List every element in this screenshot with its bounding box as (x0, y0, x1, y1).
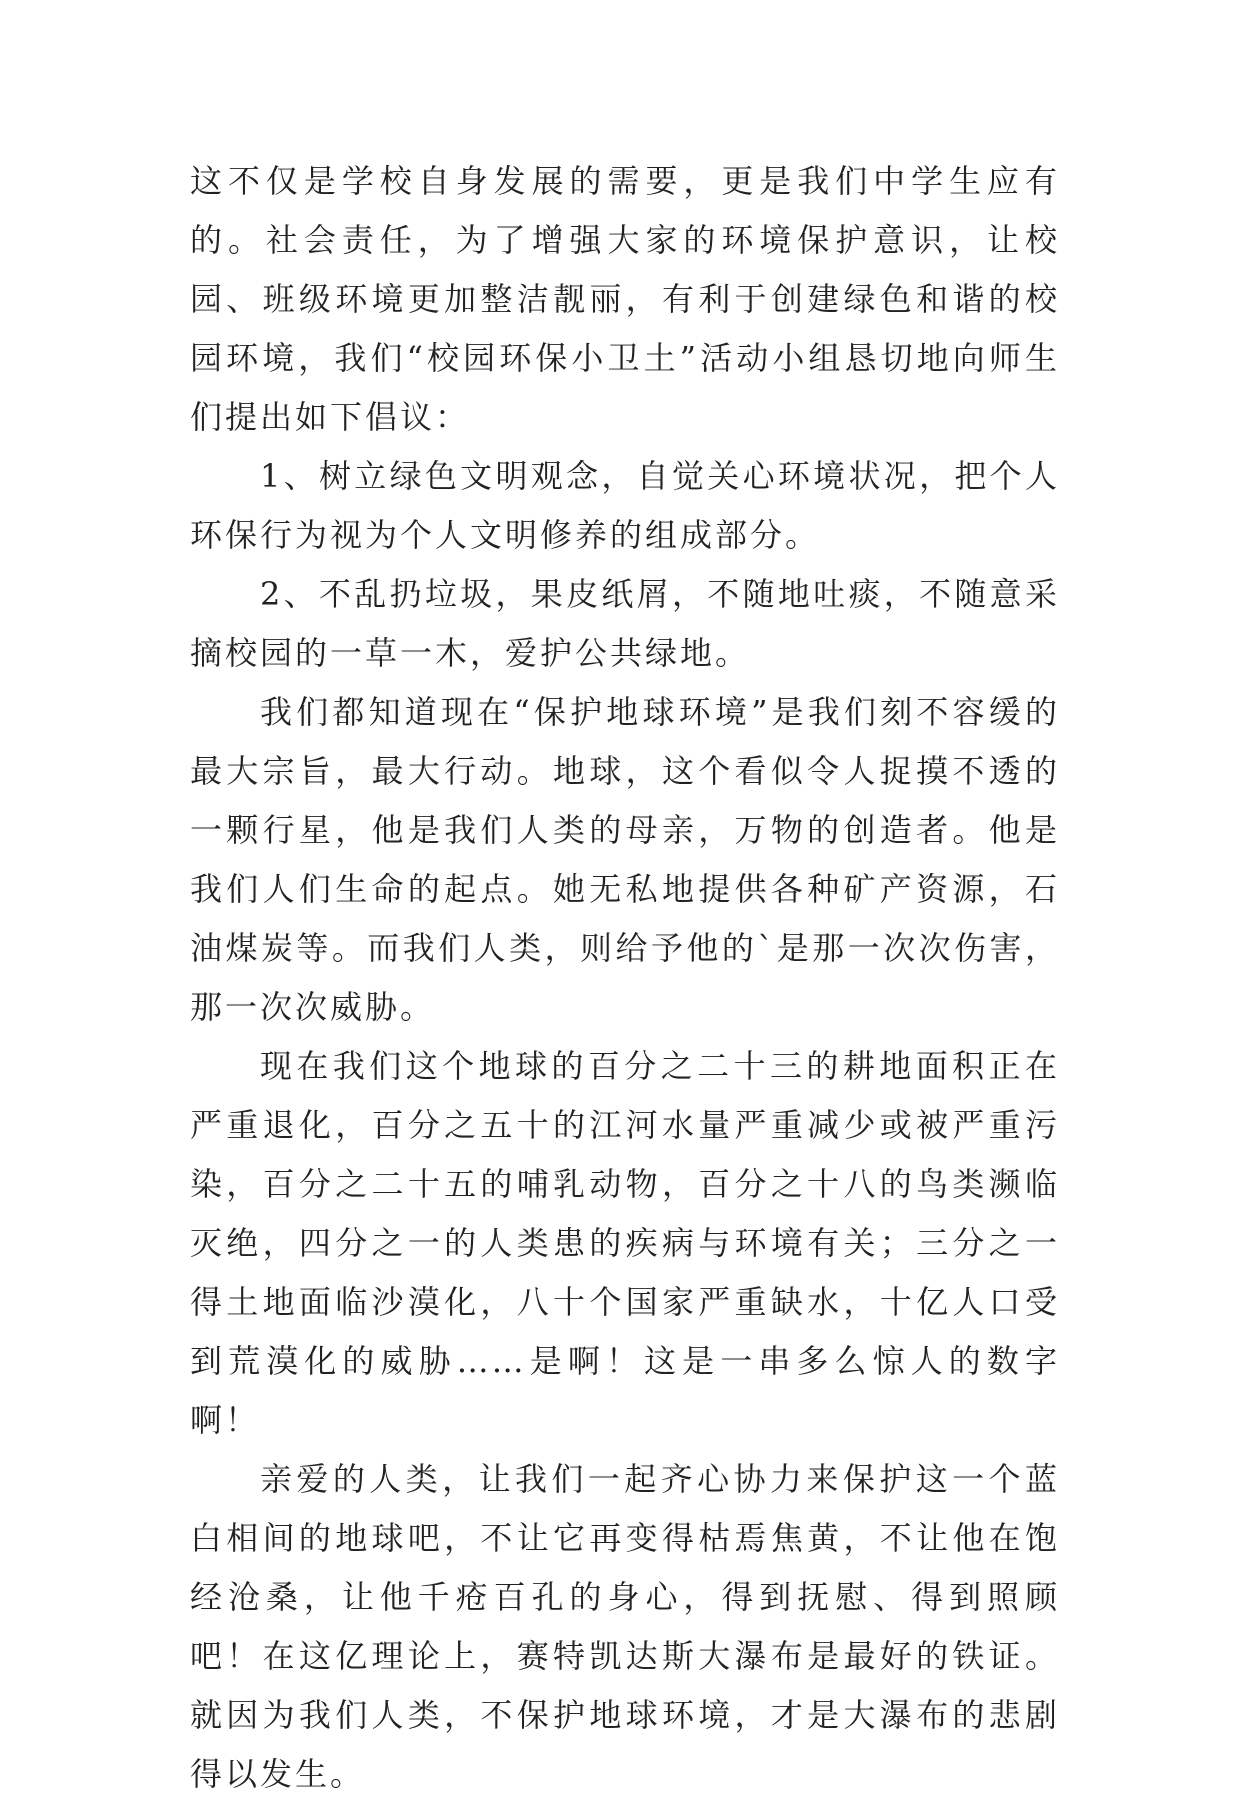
paragraph-proposal-1: 1、树立绿色文明观念，自觉关心环境状况，把个人环保行为视为个人文明修养的组成部分。 (190, 457, 1060, 554)
paragraph-call-to-action: 亲爱的人类，让我们一起齐心协力来保护这一个蓝白相间的地球吧，不让它再变得枯焉焦黄，不让他在饱经沧桑，让他千疮百孔的身心，得到抚慰、得到照顾吧！在这亿理论上，赛特凯达斯大瀑布是最好的铁证。就因为我们人类，不保护地球环境，才是大瀑布的悲剧得以发生。 (190, 1460, 1060, 1793)
paragraph-earth-protection: 我们都知道现在“保护地球环境”是我们刻不容缓的最大宗旨，最大行动。地球，这个看似令人捉摸不透的一颗行星，他是我们人类的母亲，万物的创造者。他是我们人们生命的起点。她无私地提供各种矿产资源，石油煤炭等。而我们人类，则给予他的`是那一次次伤害，那一次次威胁。 (190, 693, 1060, 1026)
paragraph-intro: 这不仅是学校自身发展的需要，更是我们中学生应有的。社会责任，为了增强大家的环境保护意识，让校园、班级环境更加整洁靓丽，有利于创建绿色和谐的校园环境，我们“校园环保小卫土”活动小组恳切地向师生们提出如下倡议： (190, 162, 1060, 436)
document-body (190, 152, 1060, 1804)
paragraph-statistics: 现在我们这个地球的百分之二十三的耕地面积正在严重退化，百分之五十的江河水量严重减少或被严重污染，百分之二十五的哺乳动物，百分之十八的鸟类濒临灭绝，四分之一的人类患的疾病与环境有关；三分之一得土地面临沙漠化，八十个国家严重缺水，十亿人口受到荒漠化的威胁……是啊！这是一串多么惊人的数字啊！ (190, 1047, 1060, 1439)
paragraph-proposal-2: 2、不乱扔垃圾，果皮纸屑，不随地吐痰，不随意采摘校园的一草一木，爱护公共绿地。 (190, 575, 1060, 672)
